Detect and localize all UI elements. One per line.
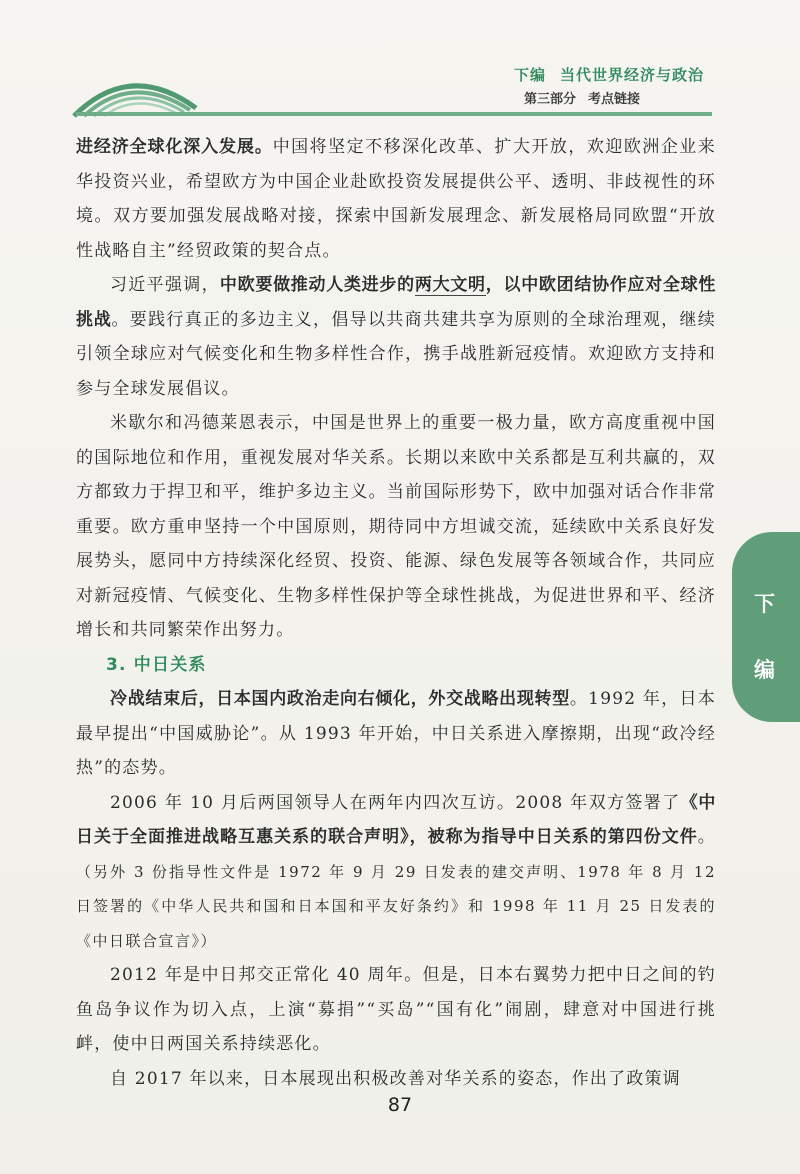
page-body-text: [76, 130, 716, 1096]
paragraph-5: 2006 年 10 月后两国领导人在两年内四次互访。2008 年双方签署了《中日关于全面推进战略互惠关系的联合声明》，被称为指导中日关系的第四份文件。（另外 3 份指导性文件是 1972 年 9 月 29 日发表的建交声明、1978 年 8 月 12 日签署的《中华人民共和国和日本国和平友好条约》和 1998 年 11 月 25 日发表的《中日联合宣言》）: [76, 792, 716, 950]
part-title: 当代世界经济与政治: [559, 66, 704, 84]
header-rule: [76, 112, 712, 116]
running-header-title: [514, 64, 704, 85]
chapter-side-tab: [732, 532, 800, 722]
paragraph-1: 进经济全球化深入发展。中国将坚定不移深化改革、扩大开放，欢迎欧洲企业来华投资兴业，希望欧方为中国企业赴欧投资发展提供公平、透明、非歧视性的环境。双方要加强发展战略对接，探索中国新发展理念、新发展格局同欧盟“开放性战略自主”经贸政策的契合点。: [76, 137, 716, 261]
paragraph-4: 冷战结束后，日本国内政治走向右倾化，外交战略出现转型。1992 年，日本最早提出“中国威胁论”。从 1993 年开始，中日关系进入摩擦期，出现“政冷经热”的态势。: [76, 689, 716, 778]
paragraph-6: 2012 年是中日邦交正常化 40 周年。但是，日本右翼势力把中日之间的钓鱼岛争议作为切入点，上演“募捐”“买岛”“国有化”闹剧，肆意对中国进行挑衅，使中日两国关系持续恶化。: [76, 965, 716, 1054]
underlined-phrase: 两大文明: [414, 275, 486, 295]
section-title: 考点链接: [587, 92, 640, 107]
running-header-subtitle: [524, 88, 640, 107]
side-tab-char-1: 下: [754, 592, 775, 616]
side-tab-char-2: 编: [754, 658, 775, 682]
paragraph-2: 习近平强调，中欧要做推动人类进步的两大文明，以中欧团结协作应对全球性挑战。要践行真正的多边主义，倡导以共商共建共享为原则的全球治理观，继续引领全球应对气候变化和生物多样性合作，携手战胜新冠疫情。欢迎欧方支持和参与全球发展倡议。: [76, 275, 716, 399]
page-number: 87: [387, 1094, 413, 1116]
footnote-remark: （另外 3 份指导性文件是 1972 年 9 月 29 日发表的建交声明、1978 年 8 月 12 日签署的《中华人民共和国和日本国和平友好条约》和 1998 年 11 月 25 日发表的《中日联合宣言》）: [76, 862, 716, 950]
paragraph-7: 自 2017 年以来，日本展现出积极改善对华关系的姿态，作出了政策调: [110, 1068, 681, 1089]
section-heading: 3. 中日关系: [106, 654, 207, 675]
paragraph-3: 米歇尔和冯德莱恩表示，中国是世界上的重要一极力量，欧方高度重视中国的国际地位和作用，重视发展对华关系。长期以来欧中关系都是互利共赢的，双方都致力于捍卫和平，维护多边主义。当前国际形势下，欧中加强对话合作非常重要。欧方重申坚持一个中国原则，期待同中方坦诚交流，延续欧中关系良好发展势头，愿同中方持续深化经贸、投资、能源、绿色发展等各领域合作，共同应对新冠疫情、气候变化、生物多样性保护等全球性挑战，为促进世界和平、经济增长和共同繁荣作出努力。: [76, 413, 716, 640]
section-label: 第三部分: [523, 92, 576, 107]
part-label: 下编: [513, 66, 546, 84]
